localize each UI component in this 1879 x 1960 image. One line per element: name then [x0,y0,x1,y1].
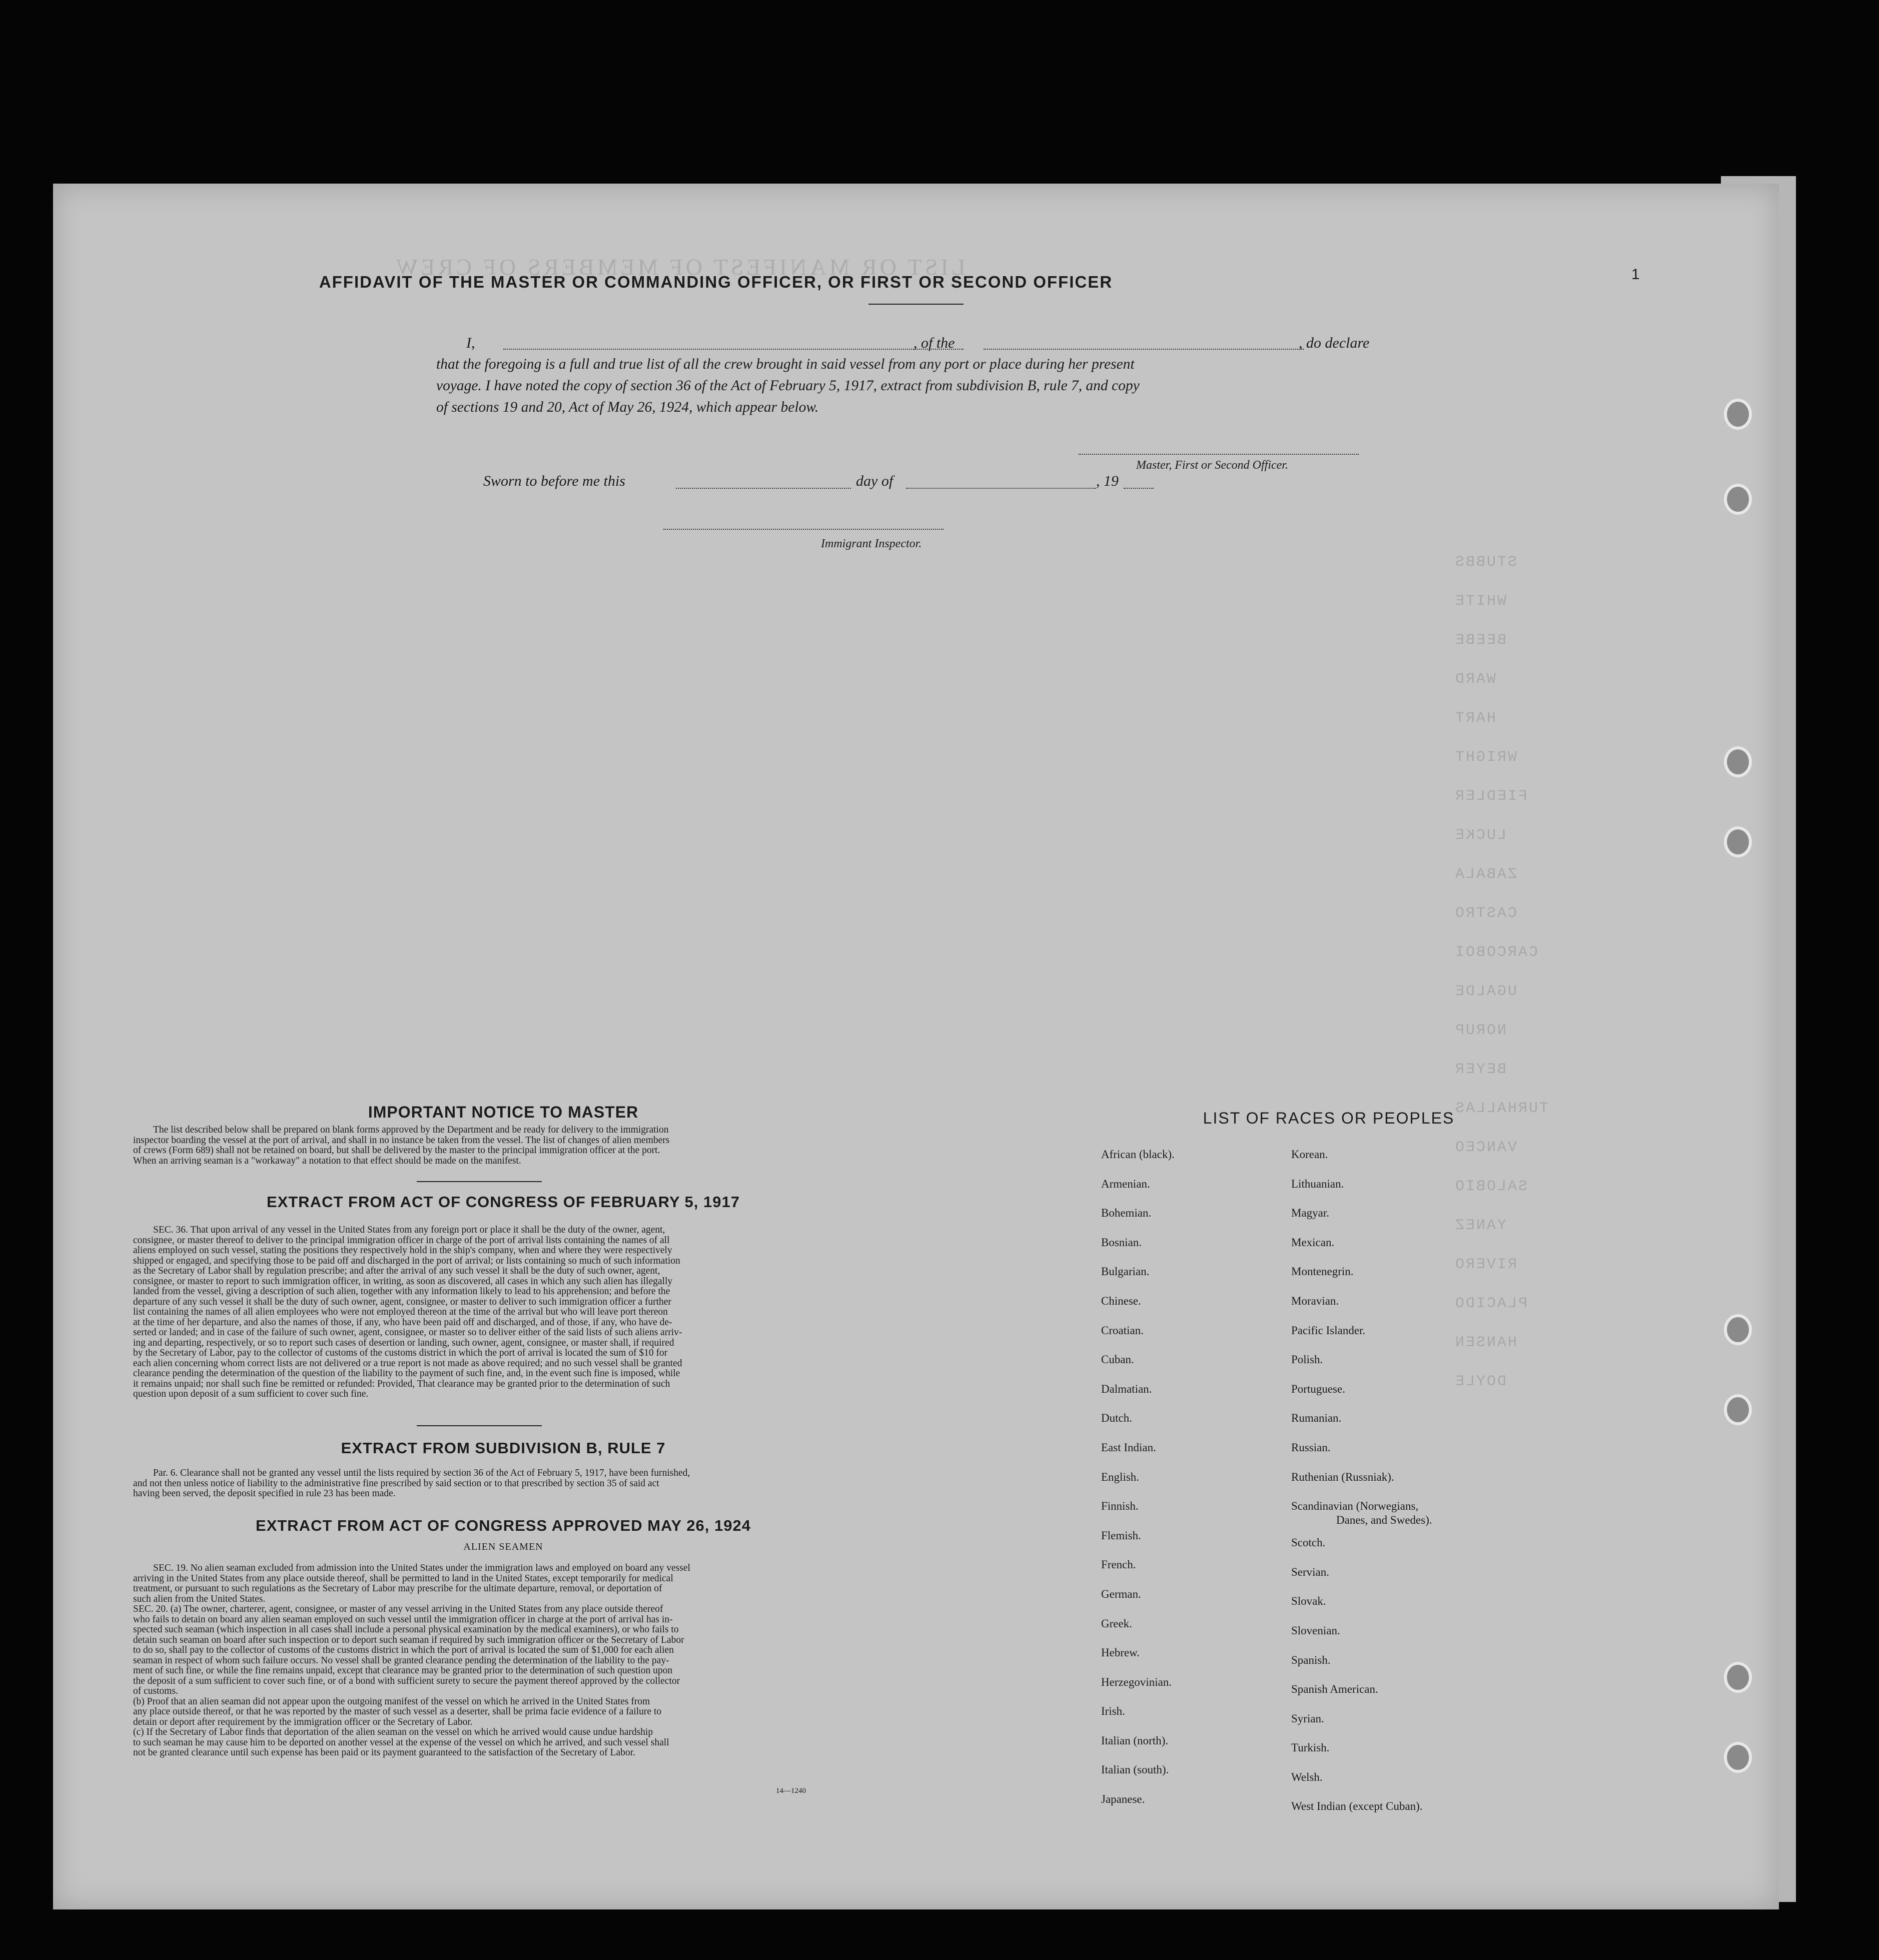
extract-1924-line: (b) Proof that an alien seaman did not appear upon the outgoing manifest of the vessel on which he arrived in the United States from [133,1696,650,1707]
affidavit-line-2: voyage. I have noted the copy of section 36 of the Act of February 5, 1917, extract from subdivision B, rule 7, and copy [436,378,1140,394]
bleed-through-name: VANCEO [1454,1139,1517,1156]
bleed-through-name: LUCKE [1454,827,1507,844]
punch-hole [1724,1662,1752,1693]
extract-1917-line: consignee, or master to report to such immigration officer, in writing, as soon as discovered, all cases in which any such alien has illegally [133,1276,673,1287]
bleed-through-name: CARCOBOI [1454,944,1538,961]
alien-seamen-subtitle: ALIEN SEAMEN [463,1541,543,1552]
race-entry: West Indian (except Cuban). [1291,1800,1423,1813]
notice-line: The list described below shall be prepared on blank forms approved by the Department and be ready for delivery to the immigration [153,1125,669,1135]
subdivision-b-line: and not then unless notice of liability to the administrative fine prescribed by said section or to that prescribed by section 35 of said act [133,1478,659,1489]
affidavit-of-the: , of the [913,335,955,351]
race-entry: Syrian. [1291,1712,1324,1725]
race-entry: Greek. [1101,1617,1132,1630]
race-entry: Italian (north). [1101,1734,1169,1747]
day-of-label: day of [856,473,893,489]
name-blank[interactable] [503,349,964,350]
race-entry: Montenegrin. [1291,1265,1354,1278]
month-blank[interactable] [906,488,1096,489]
bleed-through-name: BEYER [1454,1061,1507,1078]
extract-1924-line: such alien from the United States. [133,1593,266,1604]
extract-1917-line: consignee, or master thereof to deliver to the principal immigration officer in charge of the port of arrival lists containing the names of all [133,1235,670,1246]
affidavit-title: AFFIDAVIT OF THE MASTER OR COMMANDING OFFICER, OR FIRST OR SECOND OFFICER [319,273,1113,291]
bleed-through-name: WARD [1454,671,1496,688]
bleed-through-name: BEEBE [1454,632,1507,649]
race-entry: Pacific Islander. [1291,1324,1366,1337]
divider [417,1181,542,1182]
notice-line: of crews (Form 689) shall not be retained on board, but shall be delivered by the master to the principal immigration officer at the port. [133,1145,660,1156]
race-entry: Bosnian. [1101,1236,1142,1249]
bleed-through-name: FIEDLER [1454,788,1528,805]
race-entry: Croatian. [1101,1324,1144,1337]
race-entry: Moravian. [1291,1294,1339,1307]
race-entry: Ruthenian (Russniak). [1291,1470,1394,1483]
extract-1917-line: at the time of her departure, and also the names of those, if any, who have been paid off and discharged, and of those, if any, who have de- [133,1317,672,1328]
extract-1917-line: each alien concerning whom correct lists are not delivered or a true report is not made as above required; and no such vessel shall be granted [133,1358,682,1369]
bleed-through-name: DOYLE [1454,1373,1507,1390]
race-entry: Italian (south). [1101,1763,1169,1776]
bleed-through-name: PLACIDO [1454,1295,1528,1312]
race-entry: Magyar. [1291,1207,1330,1220]
bleed-through-name: CASTRO [1454,905,1517,922]
extract-1924-line: of customs. [133,1686,178,1696]
race-entry: Cuban. [1101,1353,1134,1366]
subdivision-b-line: Par. 6. Clearance shall not be granted any vessel until the lists required by section 36 of the Act of February 5, 1917, have been furnished, [153,1468,690,1478]
race-entry: Armenian. [1101,1177,1150,1190]
bleed-through-name: HART [1454,710,1496,727]
bleed-through-heading: LIST OR MANIFEST OF MEMBERS OF CREW [393,254,966,280]
race-entry: French. [1101,1558,1136,1571]
race-entry: Korean. [1291,1148,1328,1161]
bleed-through-name: WHITE [1454,593,1507,610]
extract-1924-line: to do so, shall pay to the collector of customs of the customs district in which the port of arrival is located the sum of $1,000 for each alien [133,1645,674,1655]
extract-1917-line: question upon deposit of a sum sufficient to cover such fine. [133,1389,369,1399]
bleed-through-name: RIVERO [1454,1256,1517,1273]
extract-1924-line: to such seaman he may cause him to be deported on another vessel at the expense of the vessel on which he arrived, and such vessel shall [133,1737,669,1748]
punch-hole [1724,1314,1752,1345]
extract-1917-title: EXTRACT FROM ACT OF CONGRESS OF FEBRUARY 5, 1917 [267,1193,740,1211]
race-entry: Dalmatian. [1101,1382,1152,1395]
race-entry: Russian. [1291,1441,1331,1454]
subdivision-b-title: EXTRACT FROM SUBDIVISION B, RULE 7 [341,1439,666,1457]
affidavit-line-3: of sections 19 and 20, Act of May 26, 1924, which appear below. [436,399,819,415]
race-entry: Flemish. [1101,1529,1141,1542]
race-entry: Bohemian. [1101,1207,1152,1220]
race-entry: Bulgarian. [1101,1265,1150,1278]
notice-body [133,1125,873,1166]
race-entry: Turkish. [1291,1741,1330,1754]
race-entry: Spanish. [1291,1653,1331,1666]
race-entry: Spanish American. [1291,1683,1378,1696]
extract-1924-line: who fails to detain on board any alien seaman employed on such vessel until the immigration officer in charge at the port of arrival has in- [133,1614,673,1625]
extract-1924-line: any place outside thereof, or that he was reported by the master of such vessel as a deserter, shall be prima facie evidence of a failure to [133,1706,662,1717]
race-entry: Welsh. [1291,1770,1323,1783]
punch-hole [1724,1742,1752,1773]
subdivision-b-body [133,1468,873,1499]
race-entry: Slovenian. [1291,1624,1340,1637]
bleed-through-name: YANEZ [1454,1217,1507,1234]
divider [868,304,964,305]
extract-1924-line: detain such seaman on board after such inspection or to deport such seaman if required by such immigration officer or the Secretary of Labor [133,1634,684,1645]
bleed-through-name: TURHALLAS [1454,1100,1549,1117]
race-entry: Portuguese. [1291,1382,1345,1395]
extract-1917-line: clearance pending the determination of the question of the liability to the payment of such fine, and, in the event such fine is imposed, while [133,1368,680,1379]
race-entry: Lithuanian. [1291,1177,1344,1190]
race-entry: Hebrew. [1101,1646,1140,1659]
extract-1924-line: (c) If the Secretary of Labor finds that deportation of the alien seaman on the vessel on which he arrived would cause undue hardship [133,1727,653,1737]
bleed-through-name: HANSEN [1454,1334,1517,1351]
year-blank[interactable] [1124,488,1154,489]
affidavit-i: I, [466,335,475,351]
races-title: LIST OF RACES OR PEOPLES [1203,1109,1455,1127]
race-entry: Chinese. [1101,1294,1141,1307]
extract-1917-line: list containing the names of all alien employees who were not employed thereon at the time of the arrival but who will leave port thereon [133,1307,668,1317]
affidavit-do-declare: , do declare [1299,335,1370,351]
extract-1924-line: treatment, or pursuant to such regulations as the Secretary of Labor may prescribe for the ultimate departure, removal, or deportation of [133,1583,662,1594]
extract-1917-line: landed from the vessel, giving a description of such alien, together with any information likely to lead to his apprehension; and before the [133,1286,670,1297]
extract-1917-line: as the Secretary of Labor shall by regulation prescribe; and after the arrival of any such vessel it shall be the duty of such owner, agent, [133,1266,660,1276]
race-entry: Mexican. [1291,1236,1335,1249]
extract-1924-line: not be granted clearance until such expense has been paid or its payment guaranteed to the satisfaction of the Secretary of Labor. [133,1747,635,1758]
sworn-day-blank[interactable] [676,488,851,489]
master-caption: Master, First or Second Officer. [1136,459,1288,472]
punch-hole [1724,399,1752,430]
vessel-blank[interactable] [984,349,1304,350]
extract-1917-line: by the Secretary of Labor, pay to the collector of customs of the customs district in which the port of arrival is located the sum of $10 for [133,1348,668,1358]
inspector-signature-line[interactable] [663,529,944,530]
extract-1924-line: spected such seaman (which inspection in all cases shall include a personal physical examination by the medical examiners), or who fails to [133,1624,679,1635]
divider [417,1425,542,1426]
race-entry: Servian. [1291,1565,1330,1578]
bleed-through-name: ZABALA [1454,866,1517,883]
race-entry: East Indian. [1101,1441,1156,1454]
notice-line: When an arriving seaman is a "workaway" a notation to that effect should be made on the manifest. [133,1155,521,1166]
affidavit-line-1: that the foregoing is a full and true list of all the crew brought in said vessel from any port or place during her present [436,356,1135,372]
extract-1924-line: detain or deport after requirement by the immigration officer or the Secretary of Labor. [133,1716,473,1727]
notice-line: inspector boarding the vessel at the port of arrival, and shall in no instance be taken from the vessel. The list of changes of alien members [133,1135,670,1146]
races-right-column [1291,1140,1432,1821]
extract-1917-line: serted or landed; and in case of the failure of such owner, agent, consignee, or master so to deliver either of the said lists of such aliens arriv- [133,1327,682,1338]
punch-hole [1724,1394,1752,1425]
punch-hole [1724,484,1752,515]
extract-1924-line: SEC. 20. (a) The owner, charterer, agent, consignee, or master of any vessel arriving in the United States from any place outside thereof [133,1604,663,1614]
sworn-label: Sworn to before me this [483,473,625,489]
extract-1917-line: it remains unpaid; nor shall such fine be remitted or refunded: Provided, That clearance may be granted prior to the determination of such [133,1378,670,1389]
bleed-through-name: NORUP [1454,1022,1507,1039]
race-entry: Scandinavian (Norwegians, [1291,1500,1419,1513]
page-number-mark: 1 [1631,266,1640,283]
extract-1924-line: arriving in the United States from any place outside thereof, shall be permitted to land in the United States, except temporarily for medical [133,1573,673,1584]
extract-1917-line: SEC. 36. That upon arrival of any vessel in the United States from any foreign port or place it shall be the duty of the owner, agent, [153,1225,665,1235]
race-entry: Irish. [1101,1705,1125,1718]
subdivision-b-line: having been served, the deposit specified in rule 23 has been made. [133,1488,396,1499]
bleed-through-name: UGALDE [1454,983,1517,1000]
race-entry: Danes, and Swedes). [1336,1514,1432,1527]
extract-1917-line: aliens employed on such vessel, stating the positions they respectively hold in the ship's company, when and where they were respectively [133,1245,672,1256]
race-entry: Scotch. [1291,1536,1326,1549]
race-entry: Rumanian. [1291,1412,1342,1425]
race-entry: German. [1101,1587,1141,1600]
extract-1924-line: seaman in respect of whom such failure occurs. No vessel shall be granted clearance pending the determination of the liability to the pay- [133,1655,669,1666]
notice-title: IMPORTANT NOTICE TO MASTER [368,1103,639,1121]
extract-1917-line: departure of any such vessel it shall be the duty of such owner, agent, consignee, or master to deliver to such immigration officer a further [133,1296,671,1307]
race-entry: Dutch. [1101,1412,1132,1425]
bleed-through-name: STUBBS [1454,554,1517,571]
punch-hole [1724,746,1752,777]
extract-1924-line: the deposit of a sum sufficient to cover such fine, or of a bond with sufficient surety to secure the payment thereof approved by the collector [133,1675,680,1686]
inspector-caption: Immigrant Inspector. [821,537,922,550]
race-entry: Finnish. [1101,1500,1139,1513]
race-entry: African (black). [1101,1148,1175,1161]
punch-hole [1724,826,1752,857]
bleed-through-name: WRIGHT [1454,749,1517,766]
race-entry: Japanese. [1101,1793,1145,1806]
extract-1924-title: EXTRACT FROM ACT OF CONGRESS APPROVED MAY 26, 1924 [256,1517,751,1534]
extract-1924-body [133,1563,873,1758]
race-entry: English. [1101,1470,1140,1483]
year-label: , 19 [1096,473,1119,489]
manifest-page [53,184,1779,1909]
extract-1924-line: SEC. 19. No alien seaman excluded from admission into the United States under the immigration laws and employed on board any vessel [153,1563,690,1573]
bleed-through-name: SALOBIO [1454,1178,1528,1195]
extract-1924-line: ment of such fine, or while the fine remains unpaid, except that clearance may be granted prior to the determination of such question upon [133,1665,673,1676]
extract-1917-body [133,1225,873,1400]
extract-1917-line: shipped or engaged, and specifying those to be paid off and discharged in the port of arrival; or lists containing so much of such information [133,1255,680,1266]
race-entry: Slovak. [1291,1595,1326,1608]
form-number: 14—1240 [776,1787,806,1795]
race-entry: Polish. [1291,1353,1323,1366]
master-signature-line[interactable] [1079,454,1359,455]
races-left-column [1101,1140,1175,1814]
race-entry: Herzegovinian. [1101,1675,1172,1688]
extract-1917-line: ing and departing, respectively, or so to report such cases of desertion or landing, such owner, agent, consignee, or master shall, if required [133,1337,674,1348]
